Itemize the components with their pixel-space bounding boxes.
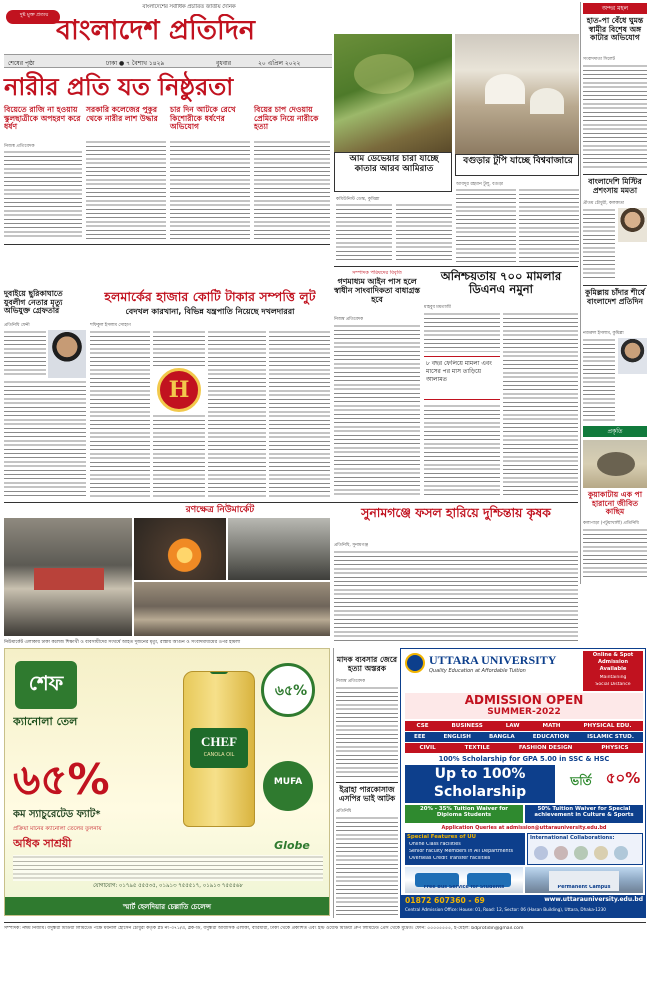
- right-story3-byline: নজরুল ইসলাম, কুমিল্লা: [583, 331, 624, 336]
- dna-text-3: [424, 404, 500, 498]
- madok-text: [336, 686, 398, 780]
- uu-name: UTTARA UNIVERSITY: [429, 653, 557, 667]
- right-story2-byline: প্রীতম চৌধুরী, কলকাতা: [583, 201, 625, 206]
- uu-up-to: Up to 100%: [434, 766, 526, 782]
- halmark-headline: হলমার্কের হাজার কোটি টাকার সম্পত্তি লুট: [104, 289, 316, 304]
- mango-headline: আম ডেভেয়ার চারা যাচ্ছে কাতার আরব আমিরাত: [349, 154, 439, 174]
- dubai-photo: [48, 330, 86, 378]
- uu-badge-line-2: Admission: [597, 659, 629, 665]
- ibrahim-text: [336, 816, 398, 916]
- mamata-photo: [618, 208, 647, 242]
- uu-phone: 01872 607360 - 69: [405, 896, 485, 905]
- uu-features-box: [405, 833, 525, 865]
- gonomadhyam-headline: গণমাধ্যম আইন পাস হলে স্বাধীন সাংবাদিকতা বাধাগ্রস্ত হবে: [334, 277, 420, 304]
- imprint-line: সম্পাদক: নঈম নিজাম। বসুন্ধরা মিডিয়া লিমিটেড পক্ষে ময়নাল হোসেন চৌধুরী কর্তৃক প্লট নং-৩৭১/এ, ব্লক-ডি, বসুন্ধরা আবাসিক এলাকা, বারিধারা, ঢাকা থেকে প্রকাশিত এবং ইস্ট ওয়েস্ট মিডিয়া গ্রুপ লিমিটেড প্রেস থেকে মুদ্রিত। ফোন: ৫৫৫৫৫৫৫৫, ই-মেইল: bdprotidin@gmail.com: [4, 926, 524, 931]
- right-story1-headline: হাত-পা বেঁধে ঘুমন্ত স্বামীর বিশেষ অঙ্গ কাটার অভিযোগ: [586, 16, 644, 43]
- turtle-photo: [583, 440, 647, 488]
- lead-sub-4: বিয়ের চাপ দেওয়ায় প্রেমিকে নিয়ে নারীকে হত্যা: [254, 105, 319, 132]
- chef-offer-line: প্রক্রিয়া মানের ক্যানোলা তেলের তুলনায়: [13, 826, 102, 832]
- madok-divider: [336, 782, 398, 783]
- mango-text-2: [396, 203, 452, 263]
- lead-sub-1: বিয়েতে রাজি না হওয়ায় স্কুলছাত্রীকে অপহরণ করে ধর্ষণ: [4, 105, 81, 132]
- nomarket-photo-1: [4, 518, 132, 636]
- dna-text-1: [424, 312, 500, 352]
- chef-percent-badge-value: ৬৫%: [274, 683, 308, 699]
- right-story4-byline: কলাপাড়া (পটুয়াখালী) প্রতিনিধি: [583, 521, 639, 526]
- comilla-photo: [618, 338, 647, 374]
- dna-byline: মাহবুব মমতাজী: [424, 305, 451, 310]
- tupi-text-2: [519, 188, 579, 264]
- masthead: [4, 2, 332, 70]
- uu-subject: BUSINESS: [451, 723, 483, 729]
- chef-oil-ad: [4, 648, 330, 916]
- chef-phone: যোগাযোগ: ০১৭৯৫ ৫৫৫৩৫, ০১৯১৩ ৭৫৫৫১৭, ০১৯১৩ ৭৫৫৫৬৮: [93, 883, 243, 889]
- nomarket-caption: নিউমার্কেট এলাকায় ঢাকা কলেজ শিক্ষার্থী ও ব্যবসায়ীদের সংঘর্ষে আহত দুজনের মৃত্যু, রাস্তায় আগুন ও সংবাদমাধ্যমের ওপর হামলা: [4, 640, 241, 645]
- nomarket-photo-4: [134, 582, 330, 636]
- uu-subjects-row-3: [405, 743, 643, 753]
- uu-fifty: ৫০%: [605, 769, 641, 787]
- halmark-text-2: [153, 330, 205, 366]
- uu-season: SUMMER-2022: [487, 707, 561, 717]
- sunamganj-text: [334, 550, 578, 642]
- right-story3-text: [583, 338, 615, 422]
- tupi-byline: আবদুর রহমান টুলু, বগুড়া: [456, 182, 504, 187]
- dubai-byline: প্রতিনিধি ফেনী: [4, 323, 30, 328]
- uu-badge-line-3: Available: [599, 666, 627, 672]
- gonomadhyam-kicker: সম্পাদক পরিষদের বিবৃতি: [352, 270, 402, 276]
- uu-campus-label: Permanent Campus: [557, 885, 611, 890]
- uu-bus-label: Free Bus Service for Students: [423, 885, 505, 890]
- uttara-university-ad: [400, 648, 646, 918]
- right-divider-1: [583, 174, 647, 175]
- halmark-text-1: [90, 330, 150, 498]
- gonomadhyam-byline: নিজস্ব প্রতিবেদক: [334, 317, 364, 322]
- lead-text-col-3: [170, 140, 250, 240]
- mango-byline: কমিউনিস্ট ডেস্ক, কুমিল্লা: [336, 197, 380, 202]
- lead-byline: নিজস্ব প্রতিবেদক: [4, 144, 35, 149]
- uu-scholarship-line: 100% Scholarship for GPA 5.00 in SSC & HSC: [438, 755, 610, 763]
- nomarket-photo-2: [134, 518, 226, 580]
- ibrahim-headline: ইব্রাহা পারকোসাজ এসপির ভাই আটক: [338, 785, 396, 803]
- uu-app-line: Application Queries at admission@uttarauniversity.edu.bd: [441, 825, 607, 831]
- lead-headline: নারীর প্রতি যত নিষ্ঠুরতা: [4, 73, 234, 101]
- date-bar: [4, 54, 332, 68]
- halmark-text-3: [153, 414, 205, 498]
- uu-collab-title: International Collaborations:: [530, 835, 615, 841]
- uu-admission: ADMISSION OPEN: [464, 693, 584, 707]
- uu-badge: [583, 651, 643, 691]
- sunamganj-headline: সুনামগঞ্জে ফসল হারিয়ে দুশ্চিন্তায় কৃষক: [361, 505, 551, 520]
- sunamganj-byline: প্রতিনিধি, সুনামগঞ্জ: [334, 543, 369, 548]
- chef-bottle-sub: CANOLA OIL: [203, 752, 235, 758]
- uu-badge-line-5: Social Distance: [595, 682, 631, 687]
- uu-subject: EEE: [414, 734, 426, 740]
- madok-byline: নিজস্ব প্রতিবেদক: [336, 679, 366, 684]
- mango-text-1: [336, 203, 392, 263]
- tupi-photo: [455, 34, 579, 154]
- ibrahim-byline: প্রতিনিধি: [336, 809, 352, 814]
- row2-divider: [4, 244, 330, 245]
- lead-sub-2: সরকারি কলেজের পুকুর থেকে নারীর লাশ উদ্ধার: [86, 105, 158, 123]
- chef-mufa: MUFA: [273, 777, 303, 787]
- footer-rule: [4, 922, 646, 923]
- lead-text-col-4: [254, 140, 330, 240]
- uu-subject: MATH: [542, 723, 561, 729]
- bottom-mid-divider: [333, 648, 334, 918]
- uu-web: www.uttarauniversity.edu.bd: [544, 896, 643, 903]
- nomarket-kicker: রণক্ষেত্র নিউমার্কেট: [185, 505, 255, 515]
- uu-subject: CIVIL: [419, 745, 436, 751]
- row2-divider-mid: [334, 266, 578, 267]
- mango-photo: [334, 34, 452, 152]
- chef-product: ক্যানোলা তেল: [13, 715, 78, 728]
- right-section-tag: অন্দর মহল: [583, 3, 647, 14]
- lead-text-col-2: [86, 140, 166, 240]
- dna-pullquote: ৮ বছর ফেলিয়ে মামলা এবং মাসের পর মাস তাড়িয়ে আলামত: [426, 360, 492, 383]
- masthead-title: বাংলাদেশ প্রতিদিন: [56, 15, 255, 46]
- uu-subjects-row-1: [405, 721, 643, 731]
- lead-sub-3: চার দিন আটকে রেখে কিশোরীকে ধর্ষণের অভিযোগ: [170, 105, 236, 132]
- uu-subject: LAW: [505, 723, 520, 729]
- uu-badge-line-4: Maintaining: [599, 675, 627, 680]
- uu-badge-line-1: Online & Spot: [592, 652, 634, 658]
- chef-brand: শেফ: [28, 671, 64, 695]
- right-story1-text: [583, 64, 647, 170]
- halmark-subhead: বেদখল কারখানা, বিভিন্ন যন্ত্রপাতি নিয়েছে দখলদাররা: [125, 307, 295, 316]
- halmark-logo: [157, 368, 201, 412]
- nomarket-divider: [4, 502, 578, 503]
- halmark-byline: শফিকুল ইসলাম সোহাগ: [90, 323, 131, 328]
- chef-distributor: Globe: [274, 839, 310, 852]
- uu-subjects-row-2: [405, 732, 643, 742]
- uu-waiver-1: 20% - 35% Tuition Waiver for Diploma Students: [420, 806, 508, 818]
- uu-feature-item: Online Class Facilities: [409, 842, 461, 847]
- dubai-text-2: [4, 380, 86, 498]
- tupi-text-1: [456, 188, 516, 264]
- uu-logo: [405, 653, 425, 673]
- uu-subject: PHYSICAL EDU.: [583, 723, 632, 729]
- chef-percent-label: কম স্যাচুরেটেড ফ্যাট*: [13, 809, 101, 820]
- chef-brand2: অধিক সাশ্রয়ী: [13, 837, 72, 850]
- date-en: ২০ এপ্রিল ২০২২: [258, 60, 301, 67]
- uu-tagline: Quality Education at Affordable Tuition: [429, 668, 526, 674]
- madok-headline: মাদক ব্যবসার জেরে হত্যা অস্তরক: [336, 655, 398, 673]
- right-story2-headline: বাংলাদেশি মিস্টির প্রশংসায় মমতা: [588, 177, 642, 195]
- nomarket-photo-3: [228, 518, 330, 580]
- uu-subject: TEXTILE: [464, 745, 490, 751]
- halmark-text-5: [269, 330, 330, 498]
- dna-text-2: [503, 312, 578, 498]
- uu-scholarship: Scholarship: [433, 784, 527, 800]
- uu-address: Central Admission Office: House: 01, Road: 12, Sector: 06 (Hasan Building), Uttara, Dhaka-1230: [405, 907, 606, 912]
- uu-subject: CSE: [416, 723, 429, 729]
- chef-bottle: [183, 671, 255, 827]
- right-section2-tag: প্রকৃতি: [583, 426, 647, 437]
- tupi-headline: বগুড়ার টুপি যাচ্ছে বিশ্ববাজারে: [463, 156, 573, 166]
- right-story3-headline: কুমিল্লায় চাঁদার শীর্ষে বাংলাদেশ প্রতিদিন: [585, 288, 645, 306]
- chef-bottle-label: CHEF: [200, 734, 238, 749]
- right-story4-headline: কুয়াকাটায় এক পা হারানো জীবিত কাছিম: [587, 490, 643, 517]
- uu-subject: PHYSICS: [601, 745, 629, 751]
- halmark-text-4: [208, 330, 266, 498]
- uu-feature-title: Special Features of UU: [407, 834, 477, 840]
- masthead-subtitle: বাংলাদেশের সর্বাধিক প্রচারিত জাতীয় দৈনিক: [142, 4, 236, 10]
- uu-feature-item: Senior Faculty Members in All Departments: [409, 849, 513, 854]
- chef-ad-body: [13, 855, 323, 881]
- dubai-headline: দুবাইয়ে ছুরিকাঘাতে যুবলীগ নেতার মৃত্যু অভিযুক্ত গ্রেফতার: [4, 289, 63, 316]
- chef-footer: স্মার্ট হেলদিয়ার চেল্লাতি চেলেন্স: [123, 903, 211, 911]
- chef-percent: ৬৫%: [13, 757, 110, 803]
- lead-text-col-1: [4, 150, 82, 240]
- weekday: বুধবার: [216, 60, 232, 67]
- vertical-rule-right: [580, 2, 581, 584]
- halmark-logo-letter: H: [168, 377, 190, 403]
- gonomadhyam-text: [334, 324, 420, 498]
- masthead-tagline: দুষ্ট মুক্ত প্রত্যয়: [19, 12, 49, 18]
- right-divider-2: [583, 285, 647, 286]
- uu-bhorti: ভর্তি: [570, 774, 592, 788]
- right-story1-byline: সংবাদদাতা সিলেট: [583, 57, 615, 62]
- uu-subject: ISLAMIC STUD.: [587, 734, 634, 740]
- uu-waiver-2: 50% Tuition Waiver for Special achievement in Culture & Sports: [534, 806, 634, 818]
- uu-collab-box: [527, 833, 643, 865]
- date-city: ঢাকা ● ৭ বৈশাখ ১৪২৯: [106, 60, 165, 67]
- uu-feature-item: Overseas Credit Transfer Facilities: [409, 856, 491, 861]
- page-label: শেষের পৃষ্ঠা: [8, 60, 35, 67]
- dubai-text: [4, 330, 46, 378]
- dna-headline: অনিশ্চয়তায় ৭০০ মামলার ডিএনএ নমুনা: [440, 269, 562, 297]
- uu-subject: ENGLISH: [443, 734, 471, 740]
- uu-subject: FASHION DESIGN: [518, 745, 573, 751]
- uu-subject: BANGLA: [488, 734, 515, 740]
- right-story2-text: [583, 208, 615, 278]
- uu-subject: EDUCATION: [532, 734, 570, 740]
- right-story4-text: [583, 528, 647, 580]
